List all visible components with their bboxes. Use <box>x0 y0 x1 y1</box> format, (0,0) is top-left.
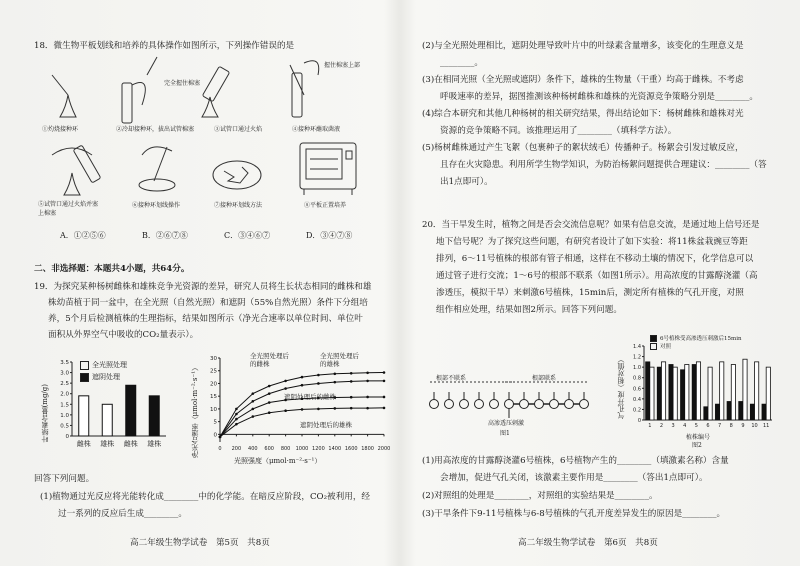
q18-figure <box>42 55 382 215</box>
legend-swatch-white <box>80 361 89 370</box>
bar2-y-tick-label: 1.0 <box>633 365 641 372</box>
line-point <box>284 409 287 412</box>
line-ylabel: 净光合速率（μmol·m⁻²·s⁻¹） <box>191 364 199 459</box>
line-point <box>235 418 238 421</box>
q19-answer-prompt: 回答下列问题。 <box>34 474 95 484</box>
bar2-y-tick-label: 1.4 <box>633 344 641 350</box>
q20-sub3: (3)干旱条件下9-11号植株与6-8号植株的气孔开度差异发生的原因是________。 <box>422 509 726 519</box>
bar2-bar <box>681 370 685 420</box>
q19-sub4-line2: 资源的竞争策略不同。该推理运用了________（填科学方法）。 <box>440 126 677 136</box>
bar2-category-label: 4 <box>683 423 687 429</box>
line-point <box>350 380 353 383</box>
fig1-pot <box>535 400 544 409</box>
bar1-legend-shade: 遮阴处理 <box>80 372 120 382</box>
bar2-y-tick-label: 1.2 <box>633 354 641 361</box>
bar1-legend-full: 全光照处理 <box>80 360 127 370</box>
line-point <box>383 380 386 383</box>
q19-sub5-line1: (5)杨树雌株通过产生飞絮（包裹种子的絮状绒毛）传播种子。杨絮会引发过敏反应， <box>422 143 744 153</box>
q20-line-2: 地下信号呢？为了探究这些问题，有研究者设计了如下实验：将11株盆栽豌豆等距 <box>436 237 748 247</box>
line-point <box>334 407 337 410</box>
bar1-category-label: 雄株 <box>100 440 115 448</box>
bar1-bar <box>126 385 136 436</box>
bar2-category-label: 2 <box>659 423 664 429</box>
line-x-tick-label: 1600 <box>344 446 358 452</box>
line-y-tick-label: 10 <box>210 406 217 413</box>
line-annot-4: 遮阴处理后的雄株 <box>300 421 352 429</box>
q18-callout-2: 握住棉塞上部 <box>324 62 361 69</box>
q20-line-1: 20．当干旱发生时，植物之间是否会交流信息呢？如果有信息交流，是通过地上信号还是 <box>422 220 760 230</box>
bar2-legend-treated: 6号植株受高渗透压刺激后15min <box>650 334 742 342</box>
q19-line-2: 株幼苗植于同一盆中，在全光照（自然光照）和遮阴（55%自然光照）条件下分组培 <box>48 298 368 308</box>
bar2-bar <box>661 362 665 420</box>
bar1-bar <box>149 396 159 436</box>
q18-step-3: ③试管口通过火焰 <box>214 126 263 133</box>
bar-chart-stomata <box>626 334 776 434</box>
line-point <box>334 372 337 375</box>
line-xlabel: 光照强度（μmol·m⁻²·s⁻¹） <box>234 457 322 465</box>
q18-step-4: ④接种环蘸取菌液 <box>292 126 341 133</box>
bar2-bar <box>720 362 724 420</box>
bar2-ylabel: 气孔开度（相对值） <box>617 356 625 419</box>
line-y-tick-label: 20 <box>210 381 217 388</box>
q19-line-4: 面积从外界空气中吸收的CO₂量表示）。 <box>48 330 199 340</box>
footer-right: 高二年级生物学试卷 第6页 共8页 <box>518 538 658 548</box>
line-x-tick-label: 1200 <box>312 446 325 452</box>
bar1-category-label: 雄株 <box>147 440 162 448</box>
line-point <box>350 372 353 375</box>
line-annot-3: 遮阴处理后的雌株 <box>284 393 336 401</box>
q19-sub3-line2: 呼吸速率的差异，据图推测该种杨树雌株和雄株的光资源竞争策略分别是________。 <box>440 92 758 102</box>
line-y-tick-label: 30 <box>210 356 217 362</box>
bar2-bar <box>685 365 689 421</box>
bar2-category-label: 9 <box>741 423 745 429</box>
line-point <box>301 408 304 411</box>
bar1-y-tick-label: 2.5 <box>60 381 69 388</box>
bar1-bar <box>79 396 89 436</box>
fig1-label-no-link: 根部不联系 <box>436 375 467 382</box>
bar1-category-label: 雌株 <box>76 440 91 448</box>
bar1-y-tick-label: 3.0 <box>60 370 69 377</box>
q18-stem: 18．微生物平板划线和培养的具体操作如图所示，下列操作错误的是 <box>34 41 295 51</box>
fig1-label-stimulus: 高渗透压刺激 <box>488 420 525 427</box>
q18-callout-1: 完全握住棉塞 <box>164 80 201 87</box>
right-page <box>422 0 774 566</box>
footer-left: 高二年级生物学试卷 第5页 共8页 <box>130 538 270 548</box>
q18-step-8: ⑧平板正置培养 <box>304 202 347 209</box>
line-point <box>252 400 255 403</box>
bar2-category-label: 10 <box>751 423 758 429</box>
line-point <box>252 408 255 411</box>
bar2-bar <box>715 404 719 420</box>
fig1-pot <box>520 400 529 409</box>
line-point <box>317 374 320 377</box>
section2-heading: 二、非选择题：本题共4小题，共64分。 <box>34 264 190 274</box>
bar2-y-tick-label: 0.8 <box>633 375 641 382</box>
line-annot-2: 全光照处理后的雄株 <box>320 352 359 368</box>
line-annot-1: 全光照处理后的雌株 <box>250 352 289 368</box>
bar2-xlabel: 植株编号 <box>686 434 711 441</box>
bar2-bar <box>696 362 700 420</box>
bar2-y-tick-label: 0.2 <box>633 407 641 414</box>
line-point <box>301 384 304 387</box>
bar-chart-chlorophyll <box>52 356 172 452</box>
fig1-label-link: 根部联系 <box>532 375 557 382</box>
q19-sub4-line1: (4)综合本研究和其他几种杨树的相关研究结果，得出结论如下：杨树雌株和雄株对光 <box>422 109 744 119</box>
q18-option-d: D．③④⑦⑧ <box>306 231 353 240</box>
bar2-bar <box>731 365 735 421</box>
bar2-y-tick-label: 0 <box>637 418 641 424</box>
bar2-category-label: 7 <box>718 423 722 429</box>
line-x-tick-label: 1800 <box>361 446 374 452</box>
bar2-bar <box>704 407 708 420</box>
q19-sub5-line2: 且存在火灾隐患。利用所学生物学知识，为防治杨絮问题提供合理建议：________（答 <box>440 160 767 170</box>
q19-sub1-line1: (1)植物通过光反应将光能转化成________中的化学能。在暗反应阶段，CO₂被利用，经 <box>40 492 371 502</box>
bar2-category-label: 8 <box>729 423 733 429</box>
bar2-bar <box>727 402 731 421</box>
line-point <box>252 415 255 418</box>
legend-swatch-white <box>650 343 657 350</box>
line-x-tick-label: 600 <box>264 446 274 452</box>
bar2-bar <box>743 359 747 420</box>
bar2-caption: 图2 <box>692 442 702 449</box>
bar2-bar <box>739 402 743 421</box>
line-x-tick-label: 2000 <box>377 446 390 452</box>
q18-step-5: ⑤试管口通过火焰并塞上棉塞 <box>38 201 99 217</box>
q20-sub2: (2)对照组的处理是________，对照组的实验结果是________。 <box>422 491 658 501</box>
bar1-y-tick-label: 0 <box>65 434 69 440</box>
q20-sub1-line1: (1)用高浓度的甘露醇浇灌6号植株，6号植物产生的________（填激素名称）含量 <box>422 456 729 466</box>
q19-sub2-line2: ________。 <box>440 58 483 68</box>
line-point <box>334 381 337 384</box>
q18-step-1: ①灼烧接种环 <box>42 126 79 133</box>
line-point <box>268 385 271 388</box>
bar1-y-tick-label: 0.5 <box>60 423 69 430</box>
q19-line-1: 19．为探究某种杨树雌株和雄株竞争光资源的差异，研究人员将生长状态相同的雌株和雄 <box>34 282 372 292</box>
line-series <box>220 397 384 437</box>
bar1-y-tick-label: 3.5 <box>60 360 69 366</box>
line-point <box>235 408 238 411</box>
line-point <box>317 408 320 411</box>
line-x-tick-label: 1000 <box>295 446 309 452</box>
bar2-legend-control: 对照 <box>650 342 671 350</box>
bar2-bar <box>766 367 770 420</box>
fig1-pot <box>445 400 454 409</box>
bar2-category-label: 6 <box>706 423 710 429</box>
bar1-category-label: 雌株 <box>123 440 138 448</box>
line-point <box>219 436 222 439</box>
line-point <box>383 396 386 399</box>
line-x-tick-label: 1400 <box>328 446 342 452</box>
line-x-tick-label: 0 <box>218 446 222 452</box>
bar2-category-label: 1 <box>648 423 652 429</box>
bar2-bar <box>673 367 677 420</box>
bar2-bar <box>708 367 712 420</box>
bar1-y-tick-label: 1.5 <box>60 402 69 409</box>
q18-option-a: A．①②⑤⑥ <box>60 231 106 240</box>
line-point <box>350 396 353 399</box>
line-point <box>383 407 386 410</box>
bar2-y-tick-label: 0.4 <box>633 396 641 403</box>
bar2-bar <box>750 404 754 420</box>
fig1-pot <box>475 400 484 409</box>
bar2-bar <box>669 365 673 421</box>
line-point <box>268 411 271 414</box>
line-chart-photosynthesis <box>200 352 390 458</box>
line-point <box>284 380 287 383</box>
bar1-bar <box>102 404 112 436</box>
bar2-category-label: 11 <box>762 423 770 429</box>
line-point <box>350 407 353 410</box>
q19-sub3-line1: (3)在相同光照（全光照或遮阴）条件下，雄株的生物量（干重）均高于雌株。不考虑 <box>422 75 744 85</box>
bar2-y-tick-label: 0.6 <box>633 386 641 393</box>
fig1-pot <box>505 400 514 409</box>
line-x-tick-label: 400 <box>248 446 258 452</box>
line-point <box>366 396 369 399</box>
bar2-bar <box>755 362 759 420</box>
line-y-tick-label: 15 <box>210 394 217 401</box>
fig1-pot <box>550 400 559 409</box>
fig1-pot <box>490 400 499 409</box>
line-point <box>366 371 369 374</box>
fig1-pot <box>580 400 589 409</box>
bar2-bar <box>692 365 696 421</box>
legend-swatch-black <box>650 335 657 342</box>
line-point <box>317 382 320 385</box>
fig1-pot <box>565 400 574 409</box>
q20-line-4: 通过管子进行交流；1～6号的根部不联系（如图1所示）。用高浓度的甘露醇浇灌（高 <box>436 271 758 281</box>
q20-line-5: 渗透压，模拟干旱）来刺激6号植株，15min后，测定所有植株的气孔开度，对照 <box>436 288 744 298</box>
bar2-bar <box>657 367 661 420</box>
line-x-tick-label: 800 <box>280 446 291 452</box>
q18-option-c: C．③④⑥⑦ <box>224 231 271 240</box>
bar2-bar <box>650 367 654 420</box>
bar2-bar <box>762 404 766 420</box>
bar2-category-label: 3 <box>671 423 675 429</box>
q18-step-2: ②冷却接种环，拔出试管棉塞 <box>116 126 195 133</box>
q20-sub1-line2: 会增加，促进气孔关闭，该激素主要作用是________（答出1点即可）。 <box>440 473 708 483</box>
q19-sub1-line2: 过一系列的反应后生成________。 <box>58 509 187 519</box>
line-y-tick-label: 25 <box>210 368 217 375</box>
bar2-bar <box>646 362 650 420</box>
line-point <box>366 380 369 383</box>
bar1-ylabel: 叶绿素含量(mg/g) <box>41 384 49 443</box>
q18-option-b: B．②⑥⑦⑧ <box>142 231 188 240</box>
bar2-category-label: 5 <box>694 423 698 429</box>
q18-step-6: ⑥接种环划线操作 <box>132 202 181 209</box>
line-y-tick-label: 0 <box>213 432 217 439</box>
line-point <box>366 407 369 410</box>
line-point <box>235 423 238 426</box>
q19-sub2-line1: (2)与全光照处理相比，遮阴处理导致叶片中的叶绿素含量增多，该变化的生理意义是 <box>422 41 744 51</box>
line-point <box>284 387 287 390</box>
q19-line-3: 养，5个月后检测植株的生理指标，结果如图所示（净光合速率以单位时间、单位叶 <box>48 314 363 324</box>
legend-swatch-black <box>80 373 89 382</box>
q20-line-6: 组作相应处理，结果如图2所示。回答下列问题。 <box>436 305 622 315</box>
fig1-pot <box>460 400 469 409</box>
line-x-tick-label: 200 <box>231 446 242 452</box>
fig1-pot <box>430 400 439 409</box>
q18-step-7: ⑦接种环划线方法 <box>214 202 263 209</box>
bar1-y-tick-label: 1.0 <box>60 412 69 419</box>
line-point <box>383 371 386 374</box>
line-point <box>268 392 271 395</box>
fig1-caption: 图1 <box>500 430 510 437</box>
line-point <box>252 392 255 395</box>
q20-line-3: 排列，6～11号植株的根部有管子相通，这样在不移动土壤的情况下，化学信息可以 <box>436 254 754 264</box>
q19-sub5-line3: 出1点即可）。 <box>440 177 493 187</box>
bar1-y-tick-label: 2.0 <box>60 391 69 398</box>
left-page <box>34 0 390 566</box>
line-point <box>301 376 304 379</box>
line-y-tick-label: 5 <box>213 419 217 426</box>
line-point <box>235 413 238 416</box>
line-point <box>268 401 271 404</box>
